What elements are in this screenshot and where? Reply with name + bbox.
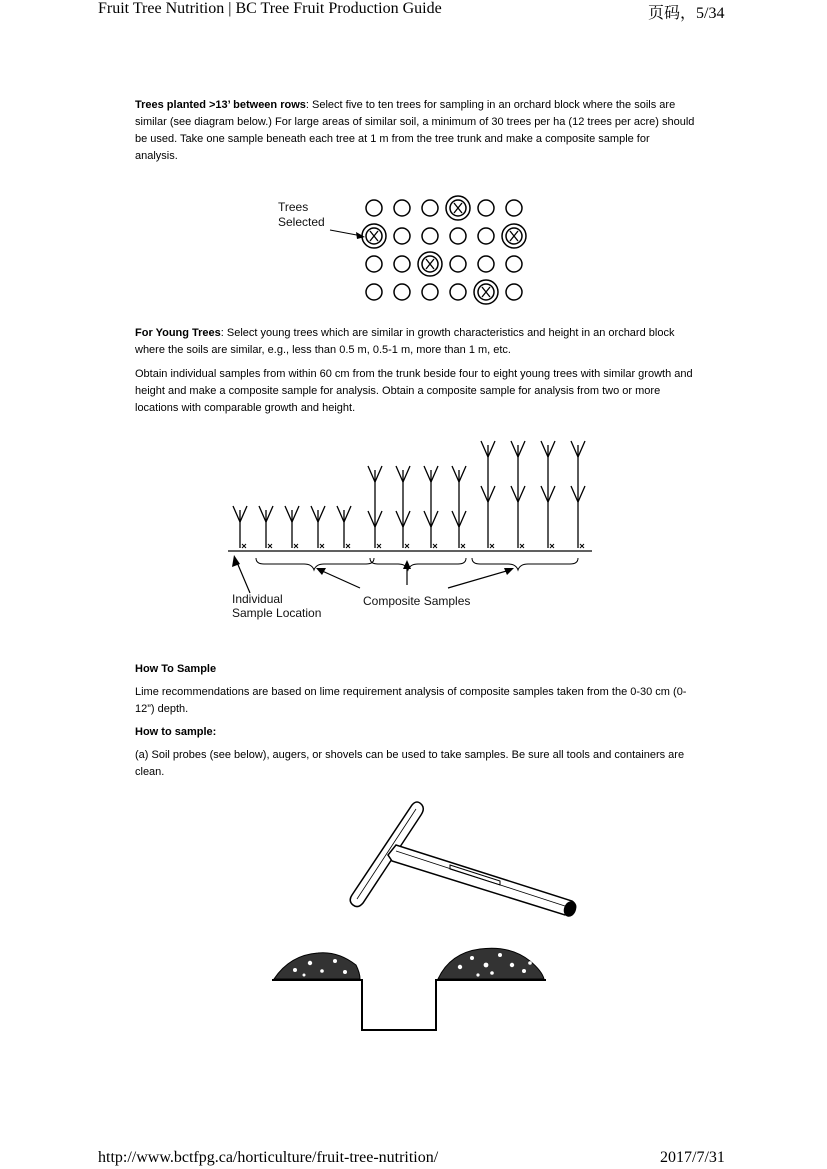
footer-url: http://www.bctfpg.ca/horticulture/fruit-tree-nutrition/ [98,1149,439,1166]
young-tree [233,506,247,548]
composite-arrow-right [448,570,510,588]
individual-arrow [236,560,250,593]
young-tree [285,506,299,548]
tree-circle [366,284,382,300]
composite-arrow-left [320,570,360,588]
soil-hole-icon [272,948,546,1030]
tree-circle [478,228,494,244]
section-young-trees [135,325,695,417]
young-tree [481,441,495,548]
young-tree [424,466,438,548]
tree-circle [394,256,410,272]
young-tree [571,441,585,548]
trees-selected-diagram [270,190,540,310]
tree-circle [478,200,494,216]
tree-circle [422,200,438,216]
tree-circle [422,228,438,244]
young-tree [337,506,351,548]
soil-probe-icon [350,802,578,919]
composite-sampling-diagram [220,440,600,625]
young-trees-lead: For Young Trees [135,327,221,339]
tree-circle [394,200,410,216]
selected-tree-mark [370,231,378,241]
trees-selected-arrowhead [356,232,365,239]
brace-group-3 [472,558,578,570]
young-tree [311,506,325,548]
tree-circle [506,284,522,300]
selected-tree-mark [482,287,490,297]
section-older-trees [135,97,695,165]
tree-circle [394,228,410,244]
young-tree [541,441,555,548]
tree-circle [506,256,522,272]
young-trees-para2: Obtain individual samples from within 60 cm from the trunk beside four to eight young trees with similar growth and height and make a composite sample for analysis. Obtain a composite sample for analysis from two or more locations with comparable growth and height. [135,368,693,414]
footer-date: 2017/7/31 [660,1149,725,1166]
header-title: Fruit Tree Nutrition | BC Tree Fruit Production Guide [98,0,442,17]
section-how-to-sample [135,661,695,781]
tree-circle [506,200,522,216]
young-tree [368,466,382,548]
tree-circle [422,284,438,300]
composite-label: Composite Samples [363,594,471,608]
tree-grid [362,196,526,304]
individual-label-2: Sample Location [232,606,322,620]
selected-tree-mark [510,231,518,241]
young-tree [259,506,273,548]
selected-tree-mark [426,259,434,269]
how-to-sample-subheading: How to sample: [135,726,217,738]
lime-text: Lime recommendations are based on lime requirement analysis of composite samples taken from the 0-30 cm (0-12”) depth. [135,686,687,715]
composite-arrowhead-middle [403,560,411,569]
composite-arrowhead-right [504,568,514,575]
tree-circle [450,228,466,244]
tree-circle [450,284,466,300]
young-trees [233,441,585,548]
individual-label-1: Individual [232,592,283,606]
tree-circle [478,256,494,272]
trees-selected-label-2: Selected [278,215,325,229]
item-a-text: (a) Soil probes (see below), augers, or shovels can be used to take samples. Be sure all tools and containers are clean. [135,749,685,778]
trees-selected-label-1: Trees [278,200,309,214]
tree-circle [366,200,382,216]
older-trees-text: : Select five to ten trees for sampling in an orchard block where the soils are similar (see diagram below.) For large areas of similar soil, a minimum of 30 trees per ha (12 trees per acre) should be used. Take one sample beneath each tree at 1 m from the tree trunk and make a composite sample for analysis. [135,99,695,162]
soil-probe-illustration [260,795,590,1040]
brace-group-2 [370,558,466,570]
page-number: 页码，5/34 [648,5,725,22]
older-trees-lead: Trees planted >13’ between rows [135,99,306,111]
tree-circle [394,284,410,300]
tree-circle [366,256,382,272]
brace-group-1 [256,558,374,570]
how-to-sample-heading: How To Sample [135,663,217,675]
tree-circle [450,256,466,272]
young-tree [452,466,466,548]
selected-tree-mark [454,203,462,213]
young-tree [511,441,525,548]
young-tree [396,466,410,548]
young-trees-text: : Select young trees which are similar in growth characteristics and height in an orchard block where the soils are similar, e.g., less than 0.5 m, 0.5-1 m, more than 1 m, etc. [135,327,675,356]
